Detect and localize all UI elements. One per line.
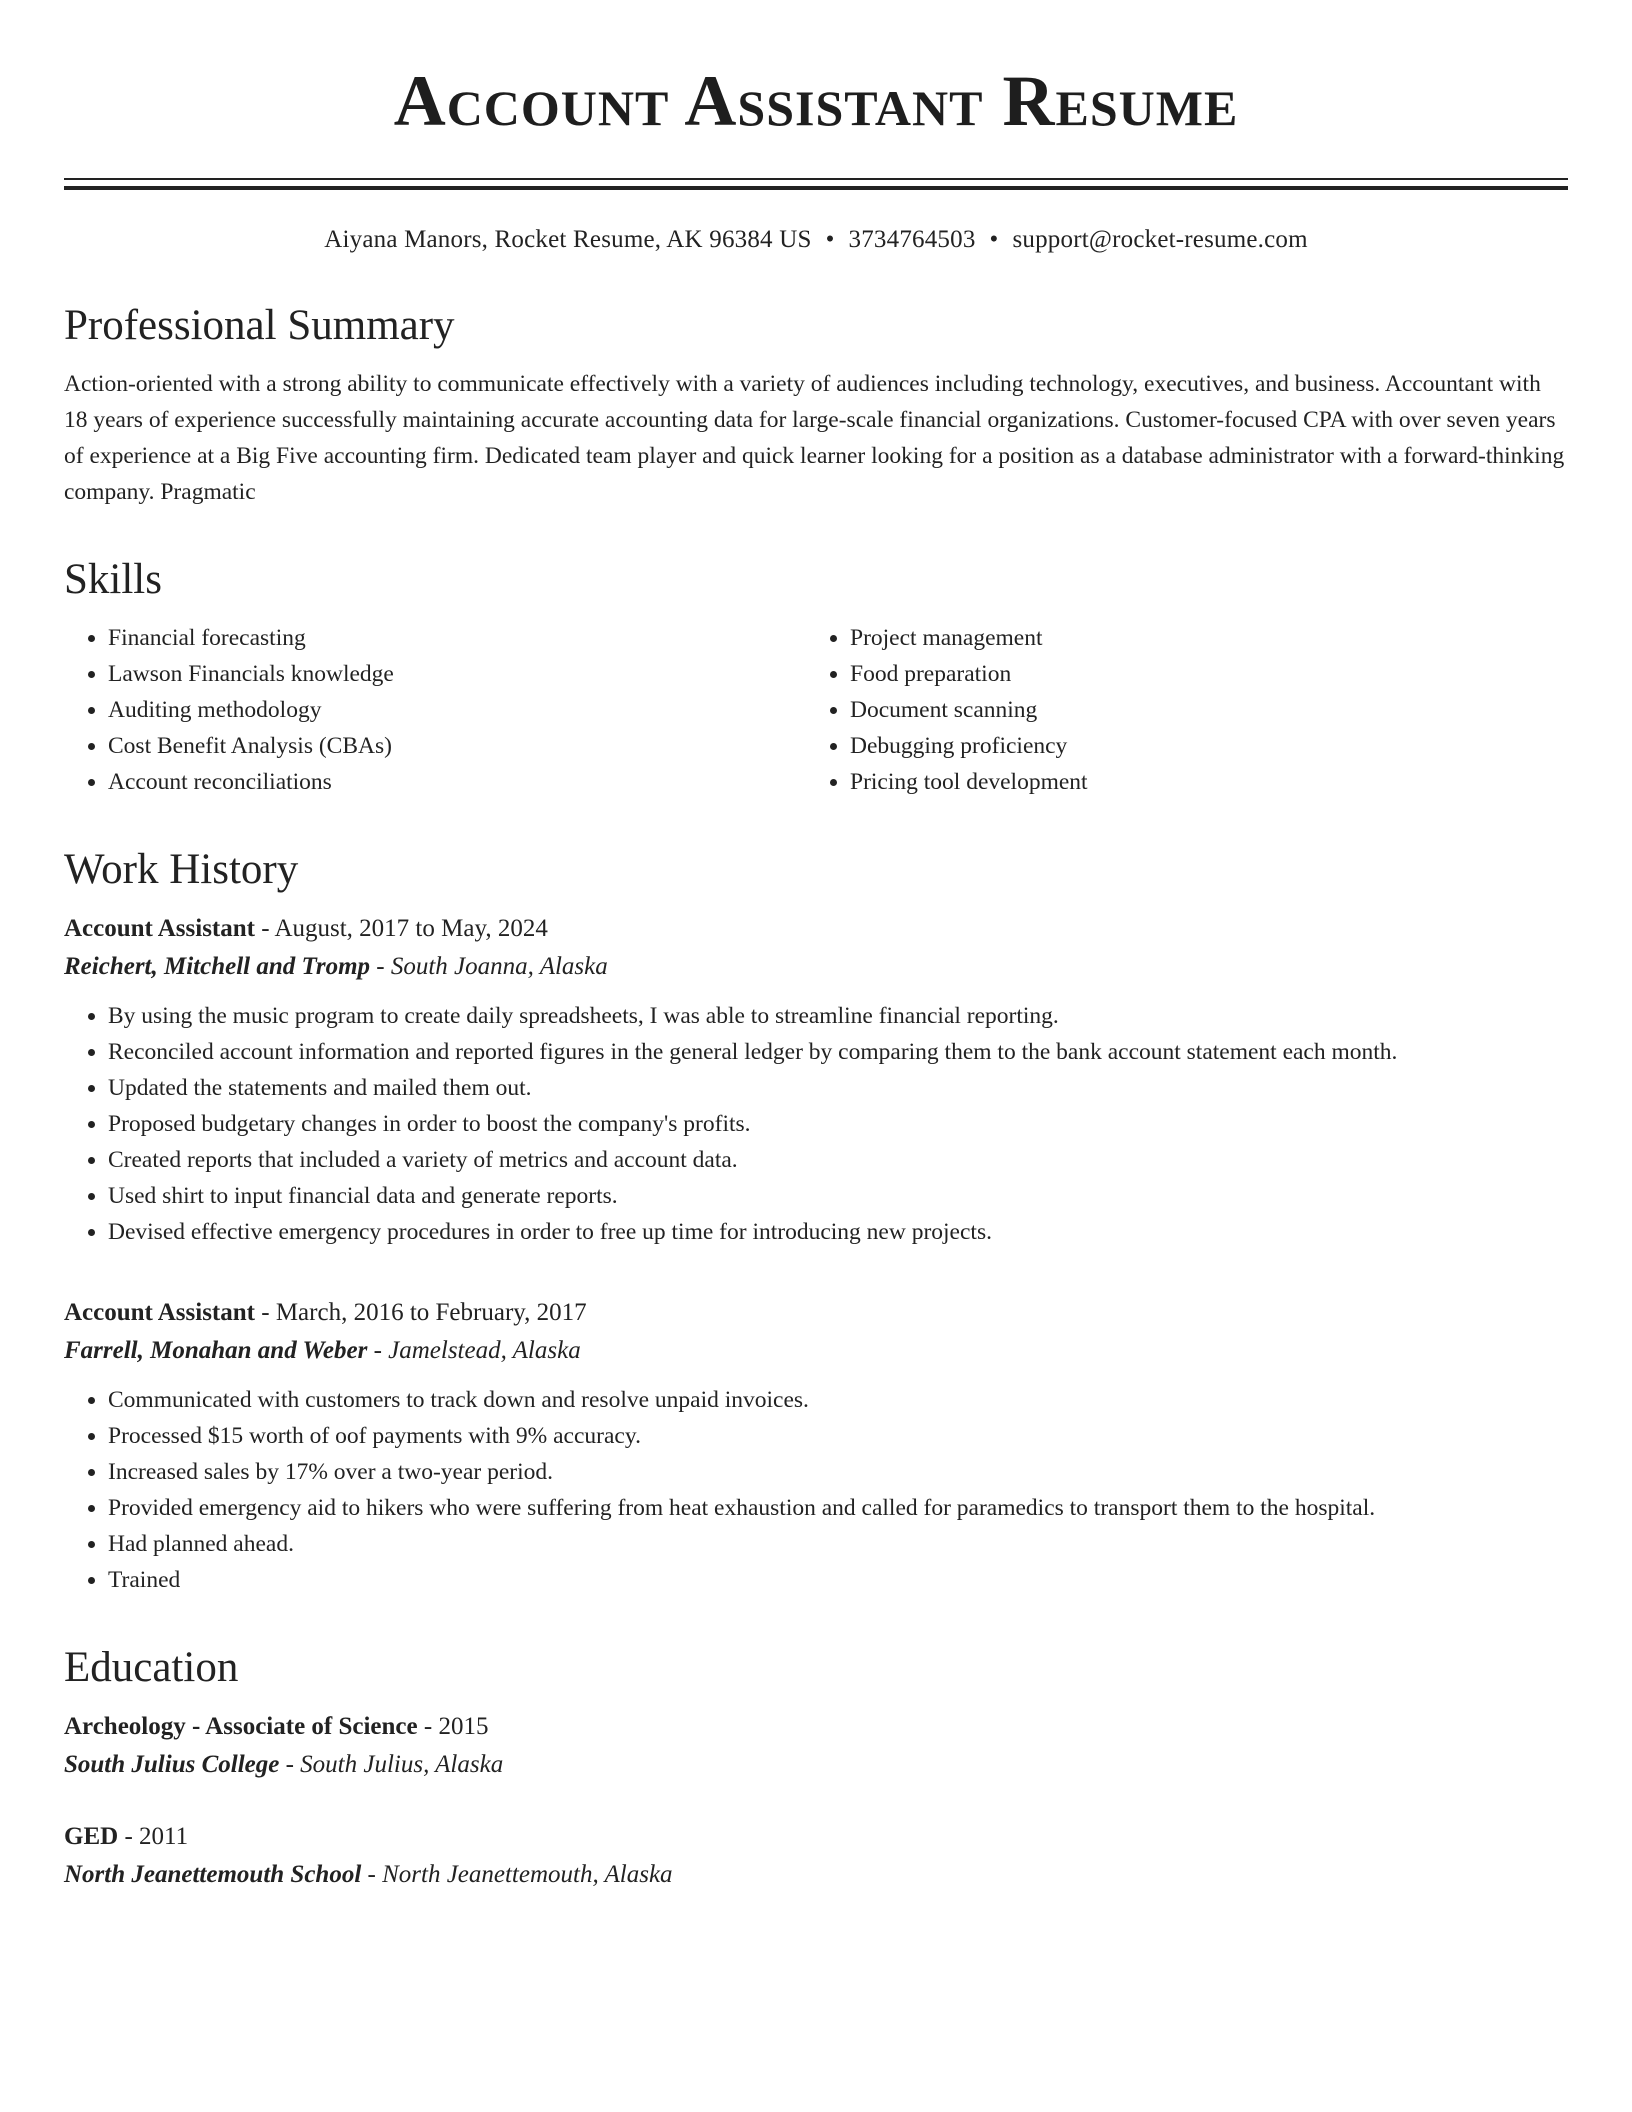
job-duty: • Increased sales by 17% over a two-year period. xyxy=(108,1454,1568,1490)
degree-name: GED xyxy=(64,1823,119,1850)
education-heading: Education xyxy=(64,1644,239,1691)
contact-address: Aiyana Manors, Rocket Resume, AK 96384 US xyxy=(324,226,812,253)
degree-line xyxy=(64,1818,1568,1856)
skill-item: • Debugging proficiency xyxy=(850,728,1088,764)
employer-location: - South Joanna, Alaska xyxy=(370,953,608,980)
contact-email: support@rocket-resume.com xyxy=(1012,226,1308,253)
school-line xyxy=(64,1856,1568,1894)
job-duty: • Provided emergency aid to hikers who were suffering from heat exhaustion and called for paramedics to transport them to the hospital. xyxy=(108,1490,1568,1526)
job-title: Account Assistant xyxy=(64,915,255,942)
resume-title: Account Assistant Resume xyxy=(393,61,1239,141)
school-name: North Jeanettemouth School xyxy=(64,1861,362,1888)
skill-item: • Pricing tool development xyxy=(850,764,1088,800)
school-line xyxy=(64,1746,1568,1784)
job-duty: • Had planned ahead. xyxy=(108,1526,1568,1562)
skill-item: • Account reconciliations xyxy=(108,764,806,800)
education-entry xyxy=(64,1818,1568,1894)
school-location: - South Julius, Alaska xyxy=(279,1751,504,1778)
job-duty: • Updated the statements and mailed them out. xyxy=(108,1070,1568,1106)
skill-item: • Cost Benefit Analysis (CBAs) xyxy=(108,728,806,764)
job-duty: • Created reports that included a variety of metrics and account data. xyxy=(108,1142,1568,1178)
skills-heading: Skills xyxy=(64,556,162,603)
employer-name: Farrell, Monahan and Weber xyxy=(64,1337,368,1364)
job-duty: • Trained xyxy=(108,1562,1568,1598)
job-duties xyxy=(64,1382,1568,1598)
skill-item: • Document scanning xyxy=(850,692,1088,728)
job-duty: • Proposed budgetary changes in order to boost the company's profits. xyxy=(108,1106,1568,1142)
skill-item: • Food preparation xyxy=(850,656,1088,692)
degree-year: - 2011 xyxy=(118,1823,189,1850)
job-entry xyxy=(64,1294,1568,1598)
contact-line xyxy=(64,224,1568,256)
skills-column-right xyxy=(806,620,1088,800)
skills-list xyxy=(64,620,1568,800)
job-duty: • Communicated with customers to track down and resolve unpaid invoices. xyxy=(108,1382,1568,1418)
contact-separator: • xyxy=(825,226,835,253)
employer-name: Reichert, Mitchell and Tromp xyxy=(64,953,371,980)
title-divider-thick xyxy=(64,186,1568,190)
degree-year: - 2015 xyxy=(417,1713,489,1740)
job-duties xyxy=(64,998,1568,1250)
skills-column-left xyxy=(64,620,806,800)
summary-text: Action-oriented with a strong ability to communicate effectively with a variety of audiences including technology, executives, and business. Accountant with 18 years of experience successfully maintaining accurate accounting data for large-scale financial organizations. Customer-focused CPA with over seven years of experience at a Big Five accounting firm. Dedicated team player and quick learner looking for a position as a database administrator with a forward-thinking company. Pragmatic xyxy=(64,371,1565,505)
employer-line xyxy=(64,1332,1568,1370)
degree-line xyxy=(64,1708,1568,1746)
contact-separator: • xyxy=(989,226,999,253)
school-name: South Julius College xyxy=(64,1751,280,1778)
job-duty: • Processed $15 worth of oof payments with 9% accuracy. xyxy=(108,1418,1568,1454)
degree-name: Archeology - Associate of Science xyxy=(64,1713,418,1740)
title-divider-thin xyxy=(64,178,1568,180)
job-dates: - August, 2017 to May, 2024 xyxy=(255,915,548,942)
job-title: Account Assistant xyxy=(64,1299,255,1326)
job-dates: - March, 2016 to February, 2017 xyxy=(255,1299,587,1326)
work-history-heading: Work History xyxy=(64,846,299,893)
summary-heading: Professional Summary xyxy=(64,302,455,349)
employer-location: - Jamelstead, Alaska xyxy=(367,1337,581,1364)
skill-item: • Financial forecasting xyxy=(108,620,806,656)
job-duty: • Devised effective emergency procedures in order to free up time for introducing new projects. xyxy=(108,1214,1568,1250)
job-duty: • Used shirt to input financial data and generate reports. xyxy=(108,1178,1568,1214)
job-entry xyxy=(64,910,1568,1250)
job-duty: • Reconciled account information and reported figures in the general ledger by comparing them to the bank account statement each month. xyxy=(108,1034,1568,1070)
school-location: - North Jeanettemouth, Alaska xyxy=(361,1861,673,1888)
job-title-line xyxy=(64,1294,1568,1332)
skill-item: • Project management xyxy=(850,620,1088,656)
contact-phone: 3734764503 xyxy=(848,226,976,253)
skill-item: • Auditing methodology xyxy=(108,692,806,728)
skill-item: • Lawson Financials knowledge xyxy=(108,656,806,692)
education-entry xyxy=(64,1708,1568,1784)
job-duty: • By using the music program to create daily spreadsheets, I was able to streamline financial reporting. xyxy=(108,998,1568,1034)
employer-line xyxy=(64,948,1568,986)
job-title-line xyxy=(64,910,1568,948)
